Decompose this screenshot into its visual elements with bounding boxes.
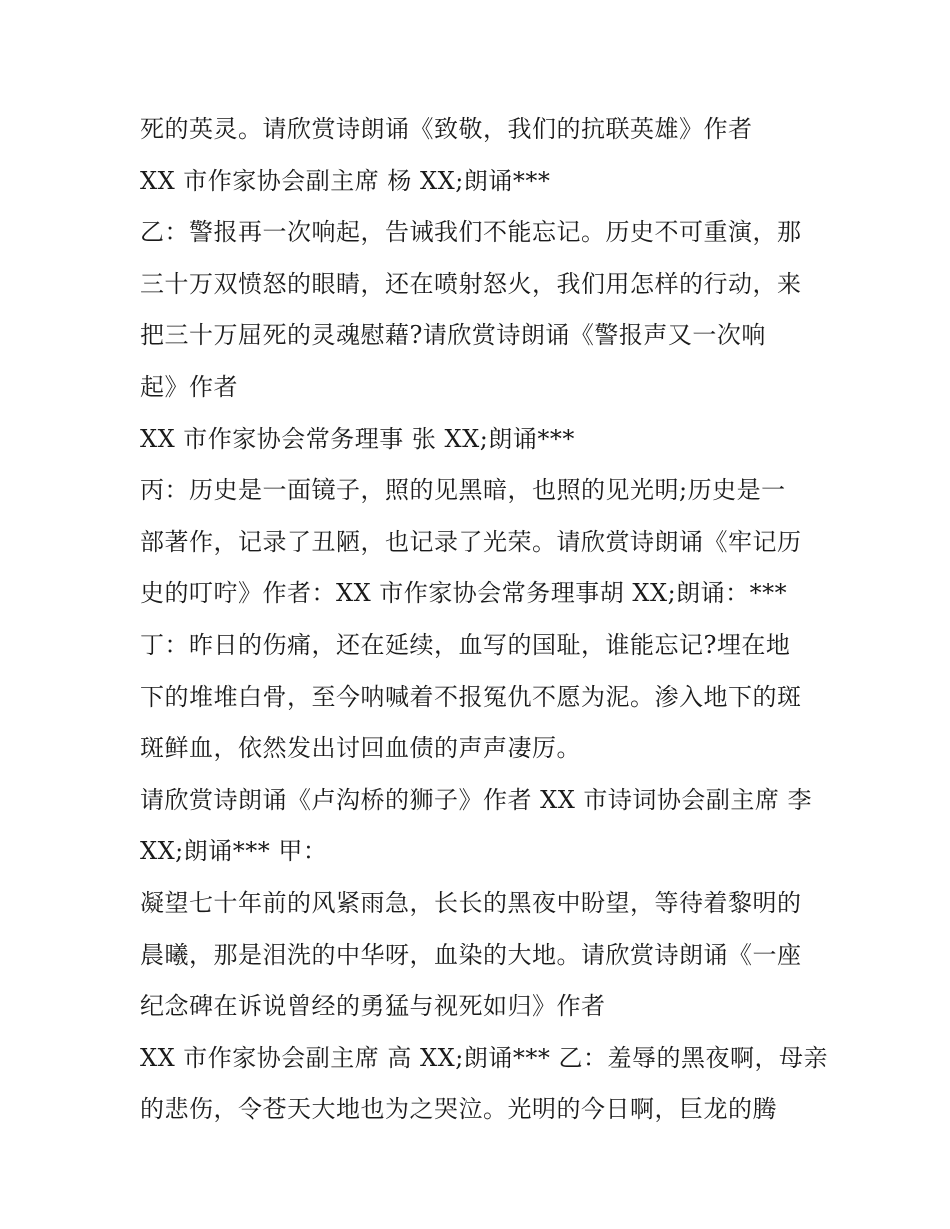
text-line: XX 市作家协会副主席 高 XX;朗诵*** 乙：羞辱的黑夜啊，母亲 — [140, 1043, 828, 1072]
text-line: XX 市作家协会常务理事 张 XX;朗诵*** — [140, 424, 575, 453]
text-line: 史的叮咛》作者：XX 市作家协会常务理事胡 XX;朗诵：*** — [140, 579, 788, 608]
text-line: 起》作者 — [140, 372, 238, 401]
text-line: 晨曦，那是泪洗的中华呀，血染的大地。请欣赏诗朗诵《一座 — [140, 940, 802, 969]
text-line: 乙：警报再一次响起，告诫我们不能忘记。历史不可重演，那 — [140, 218, 802, 247]
text-line: 丙：历史是一面镜子，照的见黑暗，也照的见光明;历史是一 — [140, 476, 786, 505]
text-line: 把三十万屈死的灵魂慰藉?请欣赏诗朗诵《警报声又一次响 — [140, 321, 766, 350]
text-line: 的悲伤，令苍天大地也为之哭泣。光明的今日啊，巨龙的腾 — [140, 1095, 777, 1124]
text-line: 纪念碑在诉说曾经的勇猛与视死如归》作者 — [140, 992, 606, 1021]
text-line: 请欣赏诗朗诵《卢沟桥的狮子》作者 XX 市诗词协会副主席 李 — [140, 785, 813, 814]
text-line: 丁：昨日的伤痛，还在延续，血写的国耻，谁能忘记?埋在地 — [140, 630, 791, 659]
text-line: 凝望七十年前的风紧雨急，长长的黑夜中盼望，等待着黎明的 — [140, 888, 802, 917]
text-line: 死的英灵。请欣赏诗朗诵《致敬，我们的抗联英雄》作者 — [140, 115, 753, 143]
text-line: XX;朗诵*** 甲： — [140, 837, 328, 866]
document-body — [140, 104, 830, 1136]
text-line: 三十万双愤怒的眼睛，还在喷射怒火，我们用怎样的行动，来 — [140, 269, 802, 298]
text-line: XX 市作家协会副主席 杨 XX;朗诵*** — [140, 166, 551, 195]
text-line: 部著作，记录了丑陋，也记录了光荣。请欣赏诗朗诵《牢记历 — [140, 527, 802, 556]
text-line: 斑鲜血，依然发出讨回血债的声声凄厉。 — [140, 734, 581, 763]
text-line: 下的堆堆白骨，至今呐喊着不报冤仇不愿为泥。渗入地下的斑 — [140, 682, 802, 711]
